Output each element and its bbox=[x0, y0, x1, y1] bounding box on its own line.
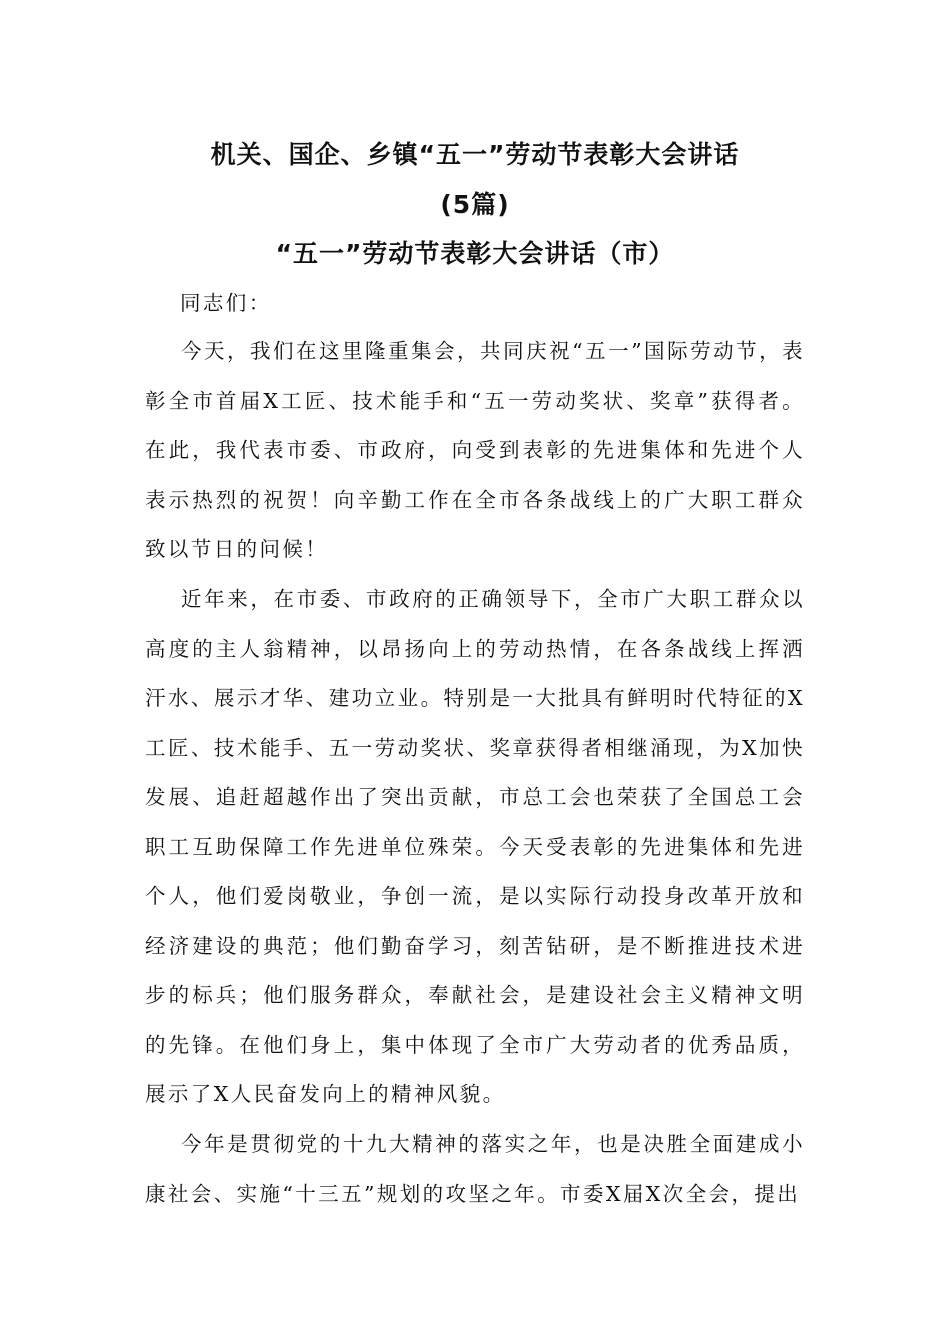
paragraph-2 bbox=[145, 575, 805, 1120]
section-title: “五一”劳动节表彰大会讲话（市） bbox=[275, 239, 675, 268]
document-subtitle: (5篇) bbox=[440, 190, 510, 219]
paragraph-text: 近年来，在市委、市政府的正确领导下，全市广大职工群众以高度的主人翁精神，以昂扬向上的劳动热情，在各条战线上挥洒汗水、展示才华、建功立业。特别是一大批具有鲜明时代特征的X工匠、技术能手、五一劳动奖状、奖章获得者相继涌现，为X加快发展、追赶超越作出了突出贡献，市总工会也荣获了全国总工会职工互助保障工作先进单位殊荣。今天受表彰的先进集体和先进个人，他们爱岗敬业，争创一流，是以实际行动投身改革开放和经济建设的典范；他们勤奋学习，刻苦钻研，是不断推进技术进步的标兵；他们服务群众，奉献社会，是建设社会主义精神文明的先锋。在他们身上，集中体现了全市广大劳动者的优秀品质，展示了X人民奋发向上的精神风貌。 bbox=[145, 587, 805, 1106]
paragraph-text: 今年是贯彻党的十九大精神的落实之年，也是决胜全面建成小康社会、实施“十三五”规划的攻坚之年。市委X届X次全会，提出 bbox=[145, 1132, 805, 1206]
paragraph-1 bbox=[145, 327, 805, 575]
paragraph-3 bbox=[145, 1120, 805, 1219]
salutation: 同志们： bbox=[180, 291, 272, 315]
paragraph-text: 今天，我们在这里隆重集会，共同庆祝“五一”国际劳动节，表彰全市首届X工匠、技术能手和“五一劳动奖状、奖章”获得者。在此，我代表市委、市政府，向受到表彰的先进集体和先进个人表示热烈的祝贺！向辛勤工作在全市各条战线上的广大职工群众致以节日的问候！ bbox=[145, 339, 805, 561]
document-title: 机关、国企、乡镇“五一”劳动节表彰大会讲话 bbox=[210, 140, 740, 169]
